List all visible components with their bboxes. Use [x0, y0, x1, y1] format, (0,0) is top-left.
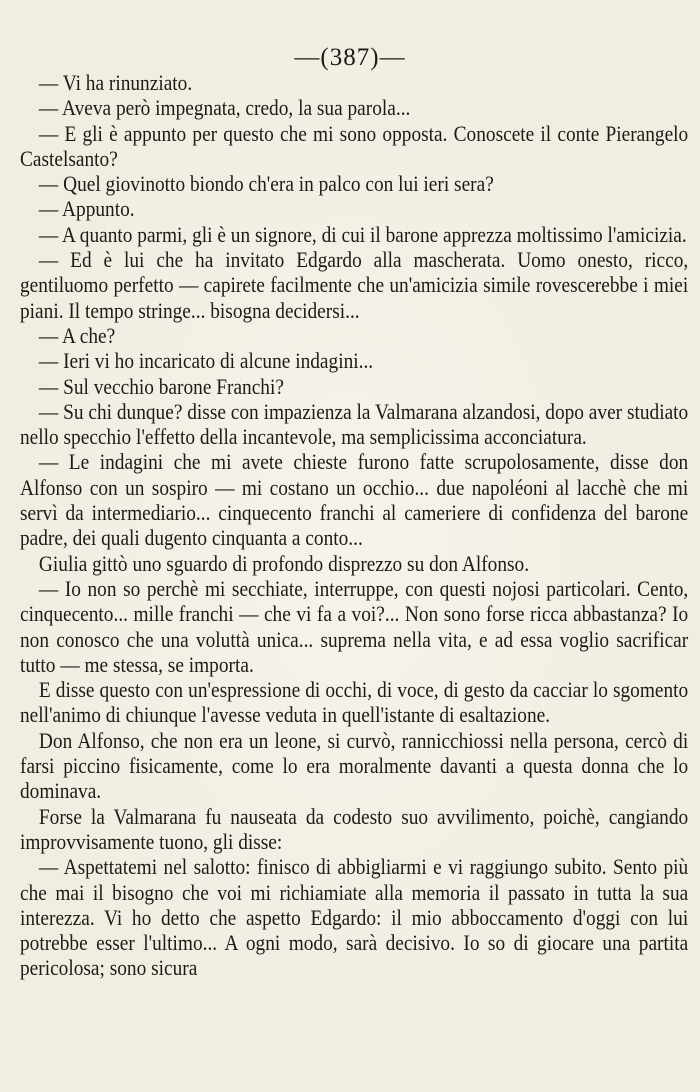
paragraph: E disse questo con un'espressione di occhi, di voce, di gesto da cacciar lo sgomento nell'animo di chiunque l'avesse veduta in quell'istante di esaltazione.: [20, 677, 689, 728]
paragraph: — Le indagini che mi avete chieste furono fatte scrupolosamente, disse don Alfonso con un sospiro — mi costano un occhio... due napoléoni al lacchè che mi servì da intermediario... cinquecento franchi al cameriere di confidenza del barone padre, dei quali dugento cinquanta a conto...: [20, 449, 689, 551]
paragraph: — Su chi dunque? disse con impazienza la Valmarana alzandosi, dopo aver studiato nello specchio l'effetto della incantevole, ma semplicissima acconciatura.: [20, 398, 689, 450]
page-number: —(387)—: [294, 44, 406, 71]
paragraph: — Io non so perchè mi secchiate, interruppe, con questi nojosi particolari. Cento, cinquecento... mille franchi — che vi fa a voi?... Non sono forse ricca abbastanza? Io non conosco che una voluttà unica... suprema nella vita, e ad essa voglio sacrificar tutto — me stessa, se importa.: [20, 575, 689, 677]
paragraph: — Vi ha rinunziato.: [38, 70, 193, 95]
paragraph: — Appunto.: [38, 196, 135, 222]
paragraph: — A quanto parmi, gli è un signore, di cui il barone apprezza moltissimo l'amicizia.: [38, 221, 687, 247]
paragraph: Don Alfonso, che non era un leone, si curvò, rannicchiossi nella persona, cercò di farsi piccino fisicamente, come lo era moralmente davanti a questa donna che lo dominava.: [20, 727, 689, 804]
paragraph: — A che?: [38, 322, 116, 348]
paragraph: — Ieri vi ho incaricato di alcune indagini...: [38, 348, 374, 374]
paragraph: — Sul vecchio barone Franchi?: [38, 373, 284, 399]
paragraph: Giulia gittò uno sguardo di profondo disprezzo su don Alfonso.: [38, 550, 530, 576]
page-body: [20, 70, 689, 981]
paragraph: Forse la Valmarana fu nauseata da codesto suo avvilimento, poichè, cangiando improvvisamente tuono, gli disse:: [20, 803, 689, 854]
paragraph: — E gli è appunto per questo che mi sono opposta. Conoscete il conte Pierangelo Castelsanto?: [20, 120, 689, 171]
paragraph: — Ed è lui che ha invitato Edgardo alla mascherata. Uomo onesto, ricco, gentiluomo perfetto — capirete facilmente che un'amicizia simile rovescerebbe i miei piani. Il tempo stringe... bisogna decidersi...: [20, 247, 689, 323]
paragraph: — Aveva però impegnata, credo, la sua parola...: [38, 95, 411, 121]
paragraph: — Quel giovinotto biondo ch'era in palco con lui ieri sera?: [38, 171, 494, 197]
paragraph: — Aspettatemi nel salotto: finisco di abbigliarmi e vi raggiungo subito. Sento più che mai il bisogno che voi mi richiamiate alla memoria il passato in tutta la sua interezza. Vi ho detto che aspetto Edgardo: il mio abboccamento d'oggi con lui potrebbe esser l'ultimo... A ogni modo, sarà decisivo. Io so di giocare una partita pericolosa; sono sicura: [20, 854, 689, 981]
